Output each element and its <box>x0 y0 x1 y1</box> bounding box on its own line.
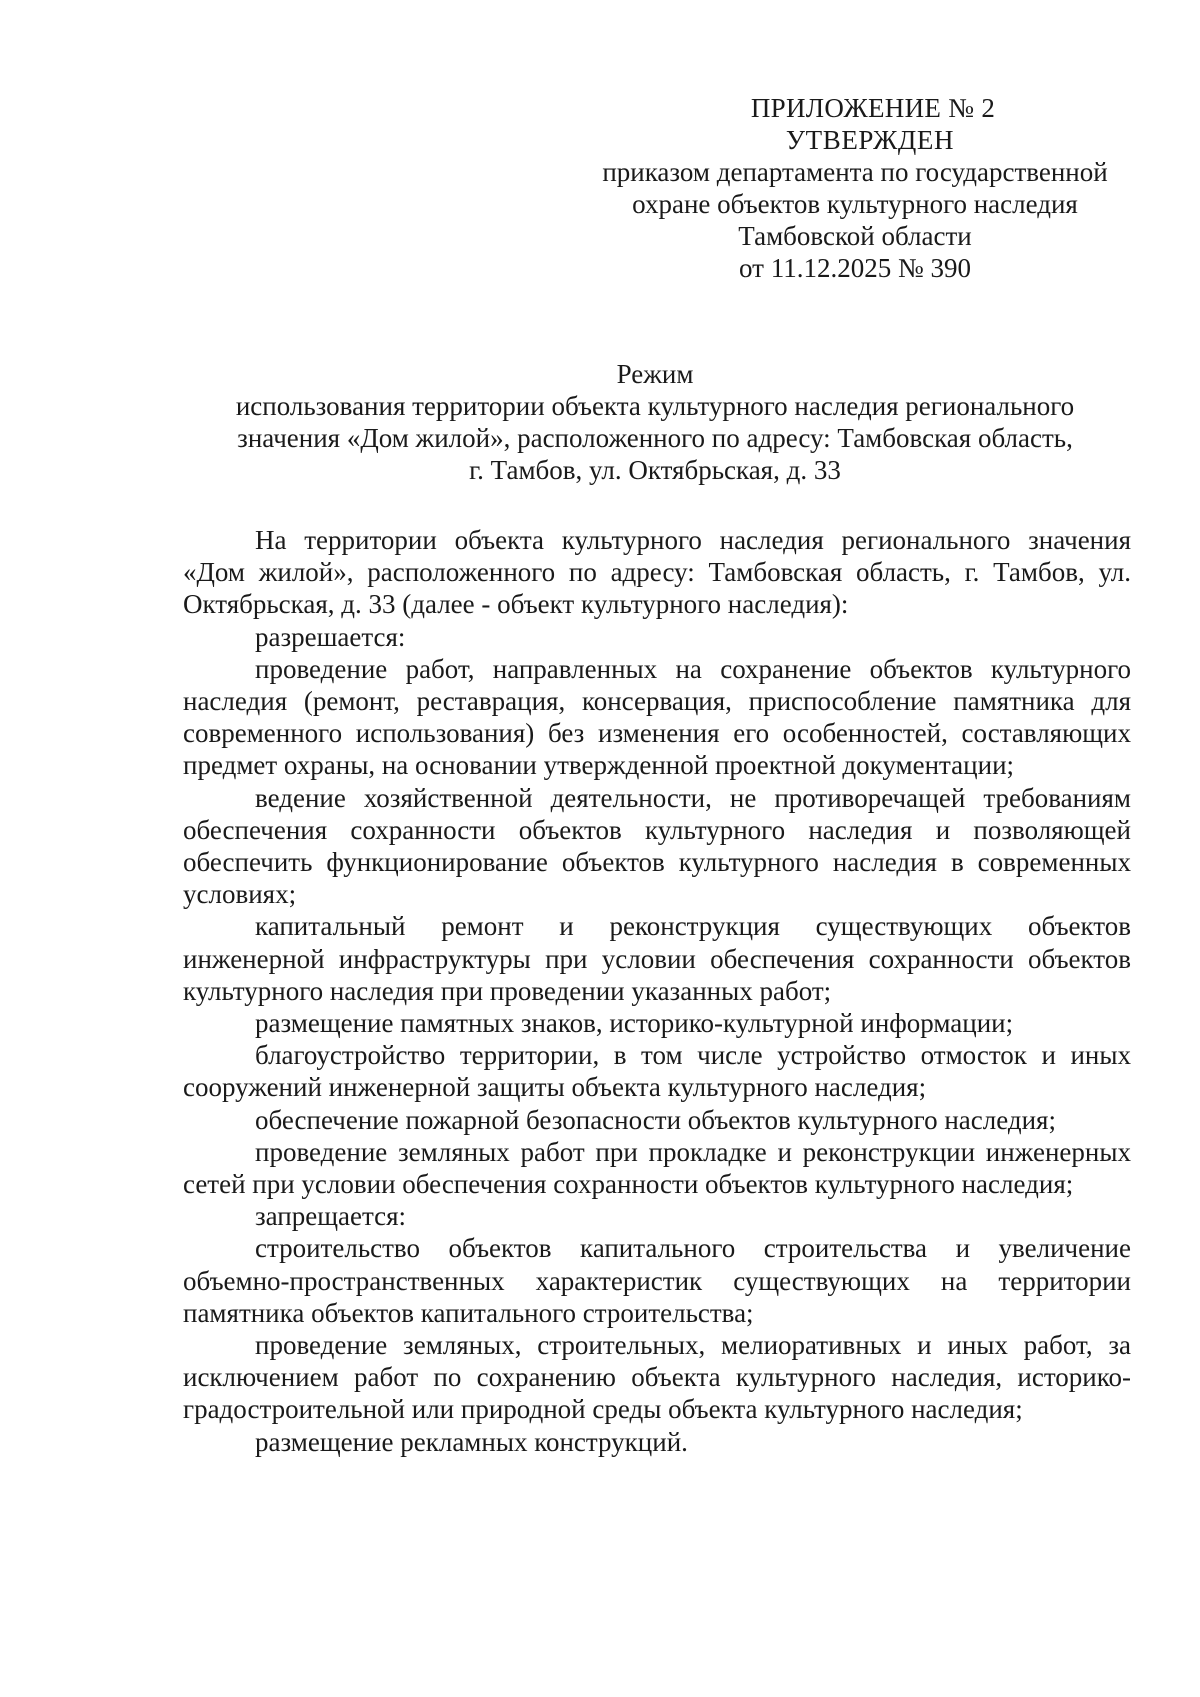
order-line: охране объектов культурного наследия <box>632 189 1078 219</box>
title-line: г. Тамбов, ул. Октябрьская, д. 33 <box>469 455 841 485</box>
allowed-item: размещение памятных знаков, историко-культурной информации; <box>255 1008 1014 1039</box>
document-title <box>170 358 1140 486</box>
allowed-item: проведение земляных работ при прокладке и реконструкции инженерных сетей при условии обеспечения сохранности объектов культурного наследия; <box>183 1136 1131 1200</box>
forbidden-item: проведение земляных, строительных, мелиоративных и иных работ, за исключением работ по сохранению объекта культурного наследия, историко-градостроительной или природной среды объекта культурного наследия; <box>183 1330 1131 1425</box>
approved-label: УТВЕРЖДЕН <box>785 125 955 155</box>
allowed-item: проведение работ, направленных на сохранение объектов культурного наследия (ремонт, реставрация, консервация, приспособление памятника для современного использования) без изменения его особенностей, составляющих предмет охраны, на основании утвержденной проектной документации; <box>183 653 1131 781</box>
order-line: Тамбовской области <box>738 221 972 251</box>
approval-stamp-block <box>560 92 1150 284</box>
allowed-item: обеспечение пожарной безопасности объектов культурного наследия; <box>255 1104 1056 1135</box>
allowed-item: капитальный ремонт и реконструкция существующих объектов инженерной инфраструктуры при условии обеспечения сохранности объектов культурного наследия при проведении указанных работ; <box>183 911 1131 1006</box>
intro-paragraph: На территории объекта культурного наследия регионального значения «Дом жилой», расположенного по адресу: Тамбовская область, г. Тамбов, ул. Октябрьская, д. 33 (далее - объект культурного наследия): <box>183 525 1131 620</box>
allowed-item: благоустройство территории, в том числе устройство отмосток и иных сооружений инженерной защиты объекта культурного наследия; <box>183 1040 1131 1103</box>
forbidden-label: запрещается: <box>255 1201 407 1232</box>
forbidden-item: строительство объектов капитального строительства и увеличение объемно-пространственных характеристик существующих на территории памятника объектов капитального строительства; <box>183 1233 1131 1328</box>
order-line: приказом департамента по государственной <box>602 157 1108 187</box>
appendix-number: ПРИЛОЖЕНИЕ № 2 <box>750 93 996 123</box>
forbidden-item: размещение рекламных конструкций. <box>255 1426 688 1457</box>
title-line: значения «Дом жилой», расположенного по адресу: Тамбовская область, <box>237 423 1073 453</box>
allowed-item: ведение хозяйственной деятельности, не противоречащей требованиям обеспечения сохранности объектов культурного наследия и позволяющей обеспечить функционирование объектов культурного наследия в современных условиях; <box>183 782 1131 910</box>
title-heading: Режим <box>616 359 694 389</box>
order-date: от 11.12.2025 № 390 <box>739 253 971 283</box>
allowed-label: разрешается: <box>255 621 406 652</box>
document-body <box>183 524 1131 1458</box>
title-line: использования территории объекта культурного наследия регионального <box>235 391 1075 421</box>
